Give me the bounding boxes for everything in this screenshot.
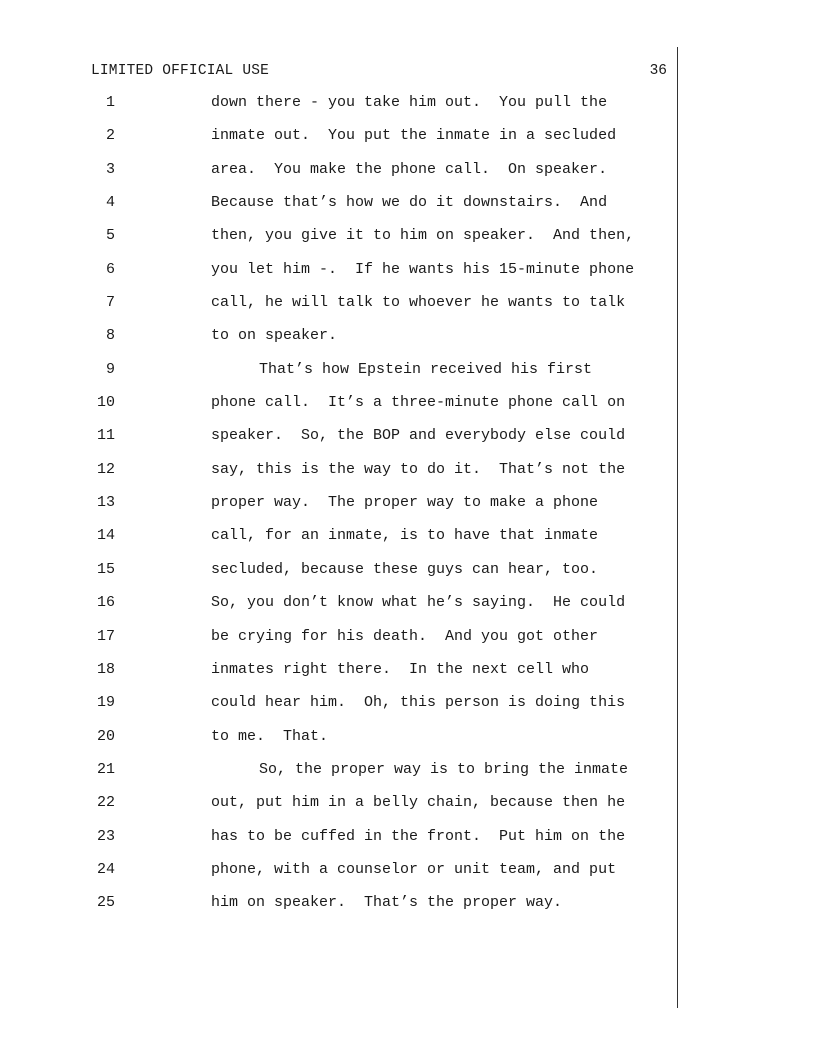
line-text: inmates right there. In the next cell who (211, 660, 590, 678)
page-header (91, 61, 667, 81)
transcript-line (0, 727, 816, 760)
line-number: 20 (96, 727, 115, 745)
transcript-line (0, 893, 816, 926)
line-number: 15 (96, 560, 115, 578)
line-number: 7 (105, 294, 115, 312)
line-number: 6 (105, 260, 115, 278)
line-number: 14 (96, 527, 115, 545)
line-number: 11 (96, 427, 115, 445)
line-text: call, he will talk to whoever he wants to talk (211, 294, 626, 312)
transcript-line (0, 693, 816, 726)
line-number: 4 (105, 194, 115, 212)
transcript-line (0, 226, 816, 259)
line-number: 2 (105, 127, 115, 145)
line-number: 1 (105, 94, 115, 111)
line-number: 8 (105, 327, 115, 345)
line-text: Because that’s how we do it downstairs. And (211, 194, 608, 212)
line-number: 19 (96, 694, 115, 712)
line-number: 23 (96, 827, 115, 845)
transcript-line (0, 627, 816, 660)
line-text: him on speaker. That’s the proper way. (211, 894, 563, 912)
page-number: 36 (649, 63, 667, 79)
transcript-line (0, 160, 816, 193)
line-number: 10 (96, 394, 115, 412)
line-text: to me. That. (211, 727, 329, 745)
transcript-line (0, 460, 816, 493)
line-text: call, for an inmate, is to have that inmate (211, 527, 599, 545)
line-number: 25 (96, 894, 115, 912)
line-number: 12 (96, 460, 115, 478)
line-text: out, put him in a belly chain, because then he (211, 794, 626, 812)
line-number: 3 (105, 160, 115, 178)
line-text: say, this is the way to do it. That’s not the (211, 460, 626, 478)
line-text: then, you give it to him on speaker. And then, (211, 227, 635, 245)
line-number: 16 (96, 594, 115, 612)
line-text: So, you don’t know what he’s saying. He could (211, 594, 626, 612)
transcript-line (0, 760, 816, 793)
transcript-line (0, 860, 816, 893)
transcript-line (0, 293, 816, 326)
line-text: to on speaker. (211, 327, 338, 345)
transcript-line (0, 560, 816, 593)
line-text: down there - you take him out. You pull the (211, 94, 608, 111)
line-text: phone, with a counselor or unit team, and put (211, 860, 617, 878)
line-text: could hear him. Oh, this person is doing this (211, 694, 626, 712)
transcript-line (0, 793, 816, 826)
line-text: speaker. So, the BOP and everybody else could (211, 427, 626, 445)
transcript-line (0, 326, 816, 359)
transcript-line (0, 827, 816, 860)
line-number: 22 (96, 794, 115, 812)
transcript-line (0, 493, 816, 526)
line-number: 13 (96, 494, 115, 512)
line-text: you let him -. If he wants his 15-minute phone (211, 260, 635, 278)
classification-label: LIMITED OFFICIAL USE (91, 63, 270, 79)
transcript-line (0, 193, 816, 226)
transcript-line (0, 260, 816, 293)
line-text: area. You make the phone call. On speaker. (211, 160, 608, 178)
transcript-line (0, 593, 816, 626)
transcript-line (0, 526, 816, 559)
transcript-line (0, 660, 816, 693)
line-number: 18 (96, 660, 115, 678)
line-text: That’s how Epstein received his first (259, 360, 593, 378)
line-number: 21 (96, 760, 115, 778)
line-number: 9 (105, 360, 115, 378)
line-text: secluded, because these guys can hear, too. (211, 560, 599, 578)
line-text: phone call. It’s a three-minute phone call on (211, 394, 626, 412)
transcript-line (0, 393, 816, 426)
transcript-line (0, 93, 816, 126)
transcript-line (0, 126, 816, 159)
transcript-line (0, 426, 816, 459)
line-text: be crying for his death. And you got other (211, 627, 599, 645)
line-text: inmate out. You put the inmate in a secluded (211, 127, 617, 145)
line-text: So, the proper way is to bring the inmate (259, 760, 629, 778)
line-number: 5 (105, 227, 115, 245)
line-number: 24 (96, 860, 115, 878)
line-text: proper way. The proper way to make a phone (211, 494, 599, 512)
line-number: 17 (96, 627, 115, 645)
transcript-lines (0, 93, 816, 927)
transcript-line (0, 360, 816, 393)
line-text: has to be cuffed in the front. Put him on the (211, 827, 626, 845)
